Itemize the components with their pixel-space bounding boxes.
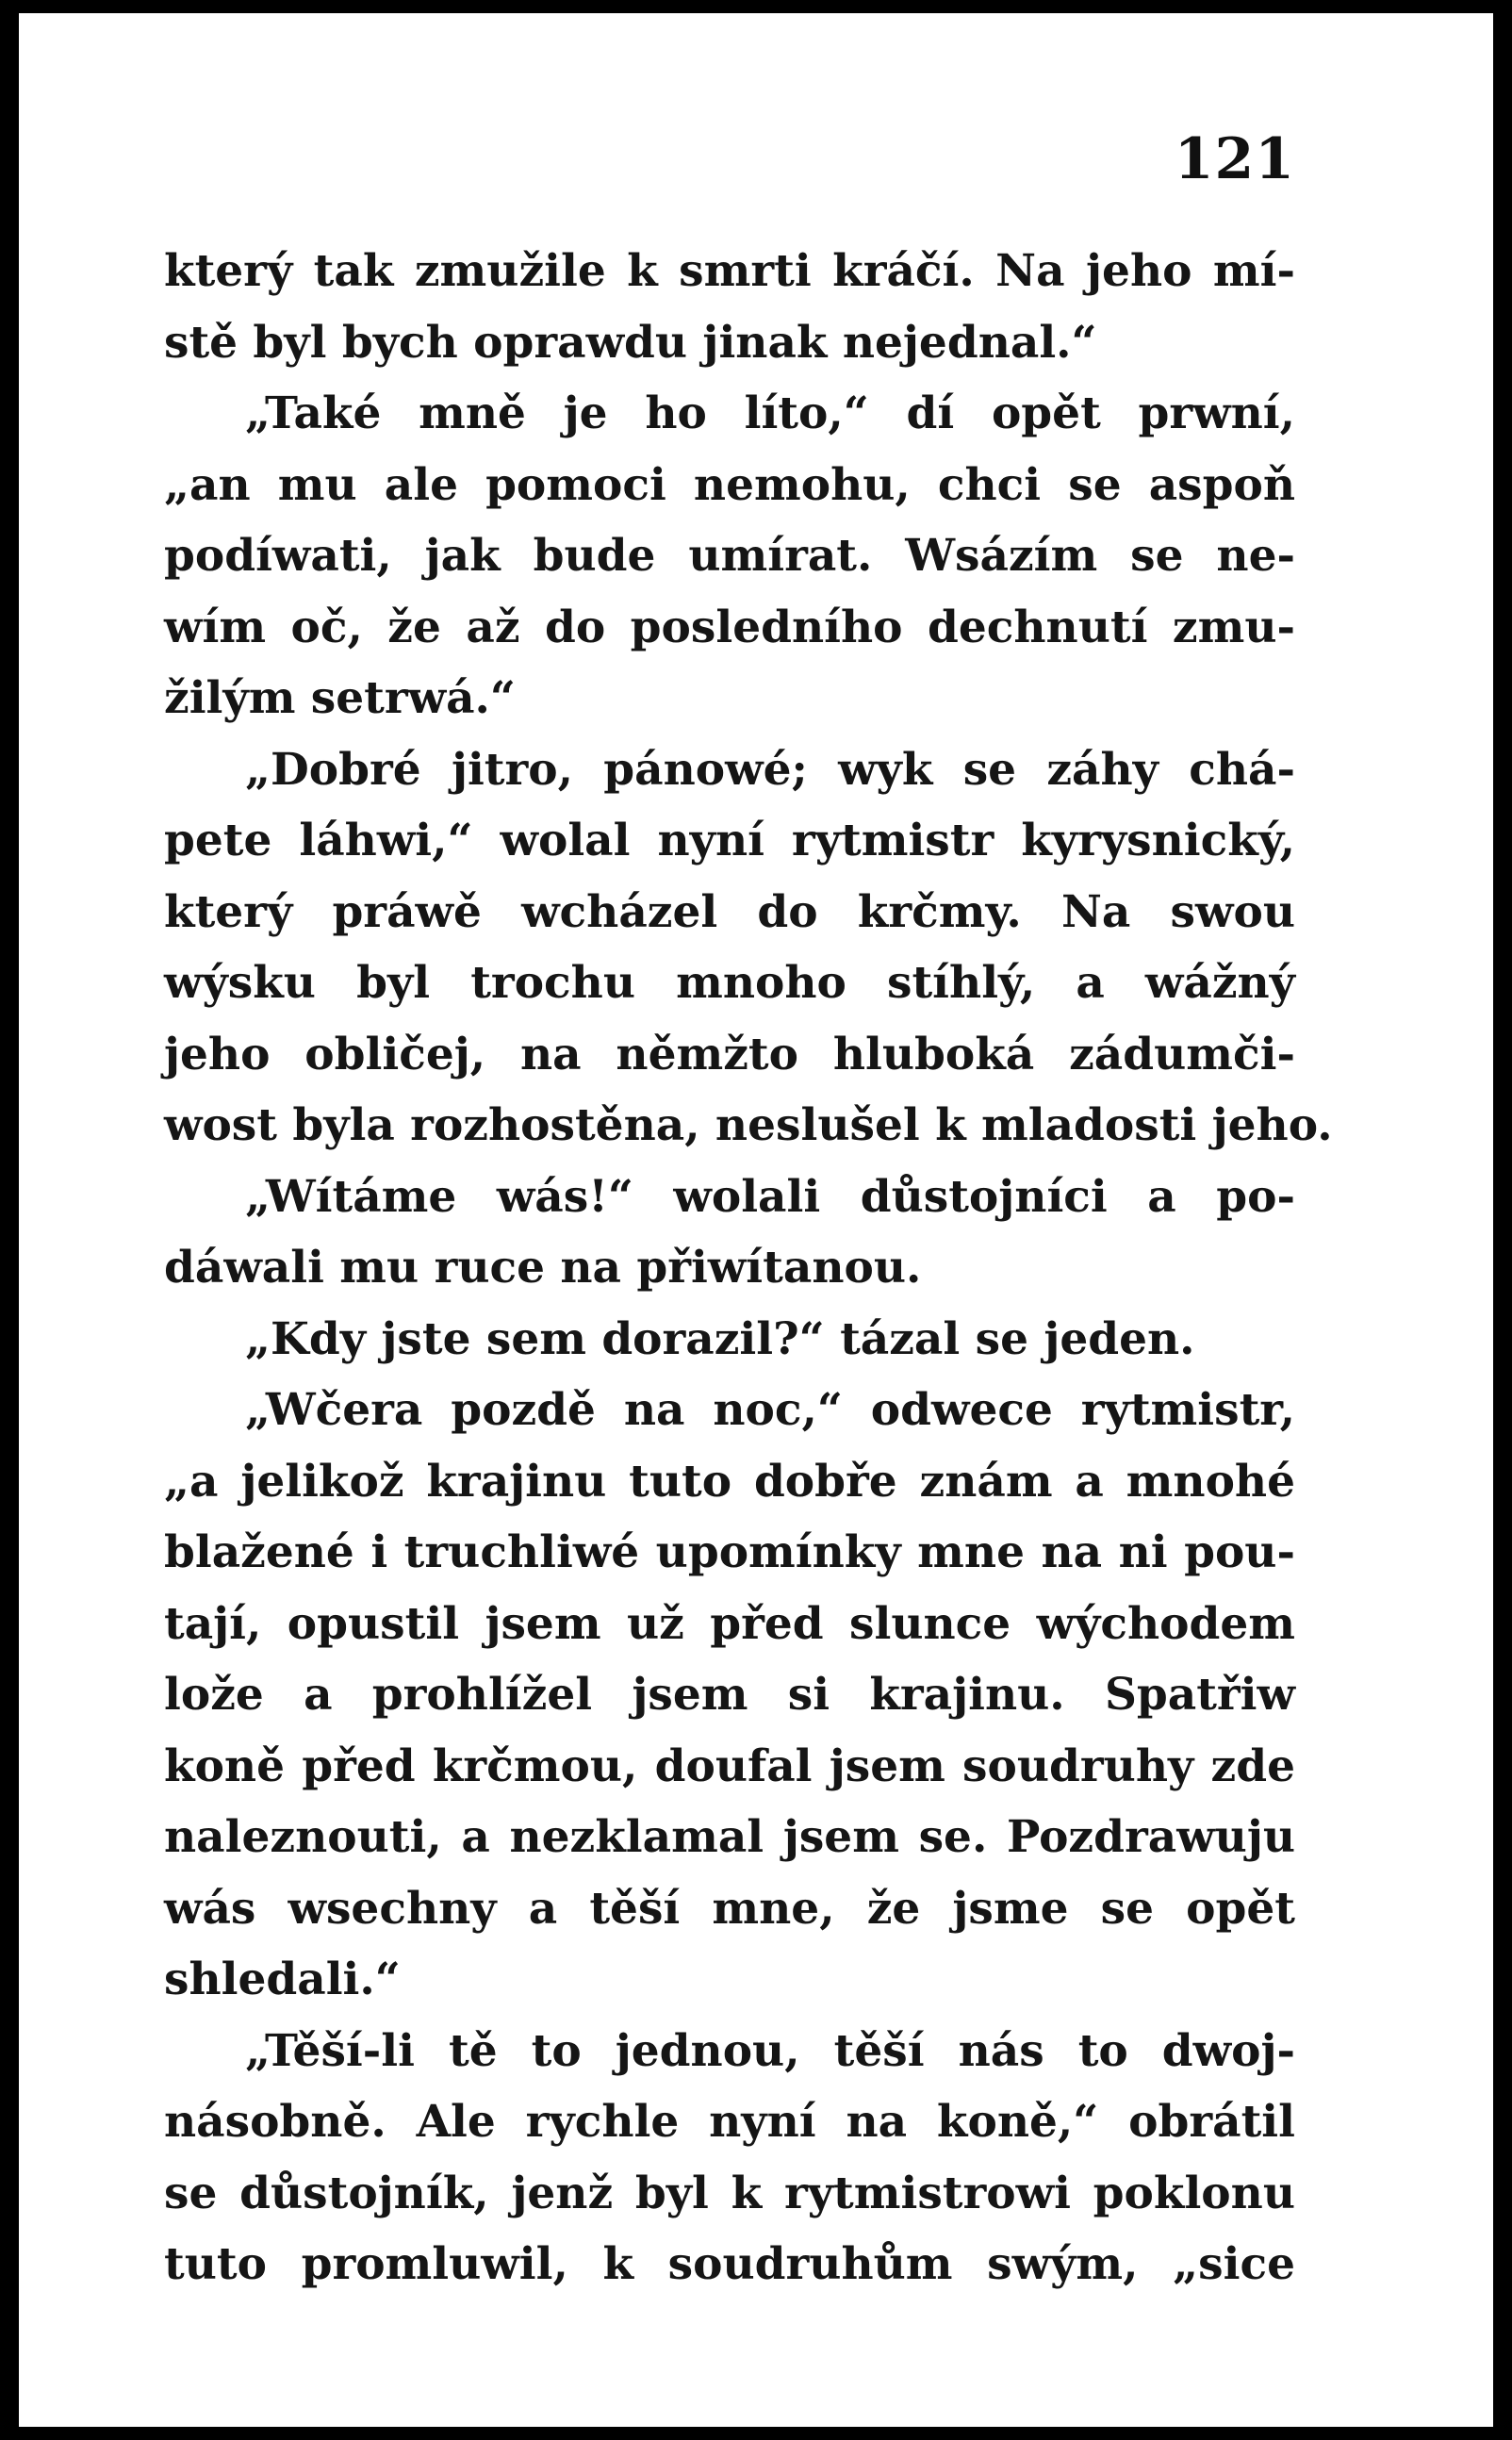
page-number: 121 bbox=[1174, 126, 1295, 192]
text-line: dáwali mu ruce na přiwítanou. bbox=[164, 1242, 922, 1294]
text-line: koně před krčmou, doufal jsem soudruhy zde bbox=[164, 1739, 1295, 1792]
text-line: lože a prohlížel jsem si krajinu. Spatřiw bbox=[164, 1669, 1295, 1721]
text-line: jeho obličej, na němžto hluboká zádumči- bbox=[164, 1028, 1295, 1080]
text-line: „Wčera pozdě na noc,“ odwece rytmistr, bbox=[245, 1384, 1295, 1436]
page-edge bbox=[0, 0, 19, 2440]
text-line: žilým setrwá.“ bbox=[164, 672, 516, 724]
text-line: pete láhwi,“ wolal nyní rytmistr kyrysnický, bbox=[164, 815, 1295, 866]
book-page bbox=[19, 13, 1493, 2427]
text-line: stě byl bych oprawdu jinak nejednal.“ bbox=[164, 316, 1097, 369]
text-line: wost byla rozhostěna, neslušel k mladosti jeho. bbox=[164, 1099, 1333, 1151]
text-line: „Dobré jitro, pánowé; wyk se záhy chá- bbox=[245, 743, 1295, 796]
text-line: násobně. Ale rychle nyní na koně,“ obrátil bbox=[164, 2096, 1295, 2148]
text-line: se důstojník, jenž byl k rytmistrowi poklonu bbox=[164, 2167, 1295, 2219]
text-line: tají, opustil jsem už před slunce wýchodem bbox=[164, 1597, 1295, 1650]
text-line: „Těší-li tě to jednou, těší nás to dwoj- bbox=[245, 2024, 1295, 2077]
text-line: wás wsechny a těší mne, že jsme se opět bbox=[164, 1882, 1295, 1935]
text-line: který práwě wcházel do krčmy. Na swou bbox=[164, 885, 1295, 938]
text-line: blažené i truchliwé upomínky mne na ni pou- bbox=[164, 1526, 1295, 1578]
text-line: „Wítáme wás!“ wolali důstojníci a po- bbox=[245, 1170, 1295, 1223]
text-line: naleznouti, a nezklamal jsem se. Pozdrawuju bbox=[164, 1811, 1295, 1863]
text-line: „Kdy jste sem dorazil?“ tázal se jeden. bbox=[245, 1312, 1195, 1365]
body-text bbox=[164, 236, 1333, 2300]
text-line: který tak zmužile k smrti kráčí. Na jeho mí- bbox=[164, 245, 1295, 297]
text-line: podíwati, jak bude umírat. Wsázím se ne- bbox=[164, 530, 1295, 582]
text-line: „Také mně je ho líto,“ dí opět prwní, bbox=[245, 387, 1295, 439]
text-line: wím oč, že až do posledního dechnutí zmu- bbox=[164, 601, 1295, 653]
text-line: shledali.“ bbox=[164, 1954, 401, 2005]
text-line: wýsku byl trochu mnoho stíhlý, a wážný bbox=[164, 957, 1295, 1009]
text-line: tuto promluwil, k soudruhům swým, „sice bbox=[164, 2238, 1295, 2290]
text-line: „a jelikož krajinu tuto dobře znám a mnohé bbox=[164, 1455, 1295, 1508]
text-line: „an mu ale pomoci nemohu, chci se aspoň bbox=[164, 458, 1295, 511]
